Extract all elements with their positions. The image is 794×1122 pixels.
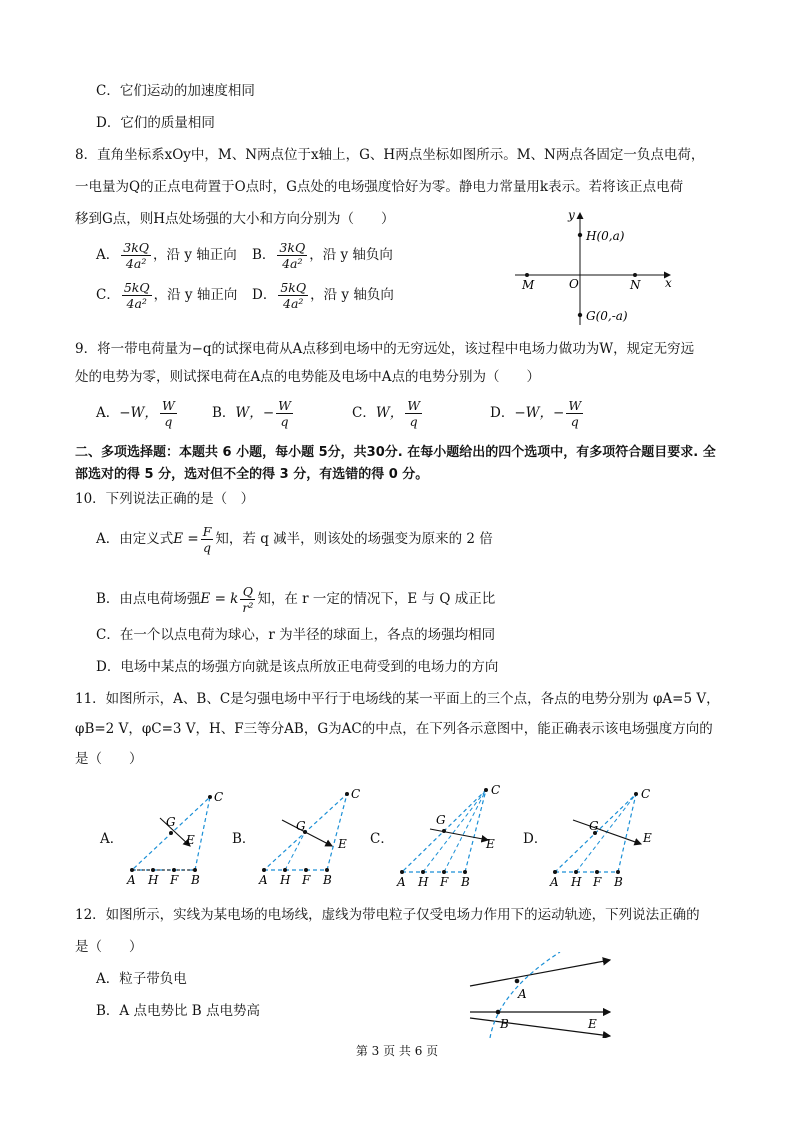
page-footer: 第 3 页 共 6 页 xyxy=(355,1044,439,1058)
q10-option-d: D．电场中某点的场强方向就是该点所放正电荷受到的电场力的方向 xyxy=(96,659,499,675)
svg-text:H: H xyxy=(280,873,291,886)
point-g xyxy=(578,313,582,317)
q7-option-c: C．它们运动的加速度相同 xyxy=(96,83,255,99)
svg-text:B: B xyxy=(323,873,332,886)
q11-option-a-label: A． xyxy=(100,831,124,847)
svg-text:G: G xyxy=(589,819,599,833)
q10-option-c: C．在一个以点电荷为球心，r 为半径的球面上，各点的场强均相同 xyxy=(96,627,496,643)
q11-figure-b xyxy=(252,786,372,886)
point-n-label: N xyxy=(630,278,641,292)
svg-text:G: G xyxy=(296,819,306,833)
point-g-label: G(0,-a) xyxy=(586,309,628,323)
svg-text:E: E xyxy=(486,837,495,851)
svg-text:C: C xyxy=(641,787,651,801)
q8-stem-line1: 8．直角坐标系xOy中，M、N两点位于x轴上，G、H两点坐标如图所示。M、N两点各固定一负点电荷， xyxy=(75,147,705,163)
q10-option-b: B．由点电荷场强E = k $\frac{Q}{\text{r²}}$ 知，在 r 一定的情况下，E 与 Q 成正比 xyxy=(96,584,496,615)
svg-text:A: A xyxy=(550,875,559,886)
q9-option-c: C．W， $\frac{W}{q}$ xyxy=(352,398,421,429)
q11-stem-line2: φB=2 V，φC=3 V，H、F三等分AB，G为AC的中点，在下列各示意图中，能正确表示该电场强度方向的 xyxy=(75,721,713,737)
origin-label: O xyxy=(569,277,579,291)
point-h xyxy=(578,233,582,237)
svg-text:F: F xyxy=(593,875,602,886)
svg-text:C: C xyxy=(491,784,501,797)
point-n xyxy=(633,273,637,277)
q8-coordinate-figure xyxy=(505,205,685,330)
q10-option-a: A．由定义式E = $\frac{F}{q}$ 知，若 q 减半，则该处的场强变为原来的 2 倍 xyxy=(96,524,493,555)
svg-text:H: H xyxy=(148,873,159,887)
q9-option-d: D．−W，− $\frac{W}{q}$ xyxy=(490,398,582,429)
q11-stem-line3: 是（ ） xyxy=(75,751,143,767)
svg-text:C: C xyxy=(214,790,224,804)
q11-figure-a xyxy=(120,788,240,888)
q11-figure-c xyxy=(390,784,510,888)
svg-text:F: F xyxy=(440,875,449,888)
q8-option-d: D． $\frac{5kQ}{\text{4a²}}$ ，沿 y 轴负向 xyxy=(252,280,394,311)
point-m xyxy=(525,273,529,277)
section2-header-line2: 部选对的得 5 分，选对但不全的得 3 分，有选错的得 0 分。 xyxy=(75,467,429,482)
q8-option-c: C． $\frac{5kQ}{\text{4a²}}$ ，沿 y 轴正向 xyxy=(96,280,238,311)
q8-stem-line2: 一电量为Q的正点电荷置于O点时，G点处的电场强度恰好为零。静电力常量用k表示。若将该正点电荷 xyxy=(75,179,684,195)
q8-option-a: A． $\frac{3kQ}{\text{4a²}}$ ，沿 y 轴正向 xyxy=(96,240,237,271)
q9-option-a: A．−W， $\frac{W}{q}$ xyxy=(96,398,175,429)
svg-text:B: B xyxy=(500,1017,509,1031)
q11-option-b-label: B． xyxy=(232,831,256,847)
q11-figure-d xyxy=(543,786,663,886)
point-h-label: H(0,a) xyxy=(586,229,625,243)
svg-text:F: F xyxy=(302,873,311,886)
svg-text:B: B xyxy=(191,873,200,887)
q8-stem-line3: 移到G点，则H点处场强的大小和方向分别为（ ） xyxy=(75,211,395,227)
svg-text:B: B xyxy=(614,875,623,886)
svg-text:A: A xyxy=(259,873,268,886)
svg-text:A: A xyxy=(518,987,527,1001)
q9-option-b: B．W，− $\frac{W}{q}$ xyxy=(212,398,291,429)
q12-stem-line2: 是（ ） xyxy=(75,939,143,955)
q11-stem-line1: 11．如图所示，A、B、C是匀强电场中平行于电场线的某一平面上的三个点，各点的电势分别为 φA=5 V， xyxy=(75,691,720,707)
svg-text:E: E xyxy=(186,833,195,847)
q7-option-d: D．它们的质量相同 xyxy=(96,115,215,131)
svg-text:G: G xyxy=(436,813,446,827)
y-axis-label: y xyxy=(568,208,575,222)
q9-stem-line2: 处的电势为零，则试探电荷在A点的电势能及电场中A点的电势分别为（ ） xyxy=(75,369,540,385)
x-axis-label: x xyxy=(665,276,672,290)
q11-option-d-label: D． xyxy=(523,831,548,847)
q12-stem-line1: 12．如图所示，实线为某电场的电场线，虚线为带电粒子仅受电场力作用下的运动轨迹，下列说法正确的 xyxy=(75,907,700,923)
svg-text:A: A xyxy=(127,873,136,887)
svg-text:A: A xyxy=(397,875,406,888)
q12-field-line-figure xyxy=(460,952,620,1038)
q8-option-b: B． $\frac{3kQ}{\text{4a²}}$ ，沿 y 轴负向 xyxy=(252,240,393,271)
q12-option-b: B．A 点电势比 B 点电势高 xyxy=(96,1003,260,1019)
svg-text:E: E xyxy=(588,1017,597,1031)
svg-text:H: H xyxy=(571,875,582,886)
section2-header-line1: 二、多项选择题：本题共 6 小题，每小题 5分，共30分. 在每小题给出的四个选项中，有多项符合题目要求. 全 xyxy=(75,445,716,460)
svg-text:F: F xyxy=(170,873,179,887)
svg-text:B: B xyxy=(461,875,470,888)
q9-stem-line1: 9．将一带电荷量为−q的试探电荷从A点移到电场中的无穷远处，该过程中电场力做功为W，规定无穷远 xyxy=(75,341,695,357)
point-m-label: M xyxy=(522,278,535,292)
q11-option-c-label: C． xyxy=(370,831,394,847)
svg-text:C: C xyxy=(351,787,361,801)
q12-option-a: A．粒子带负电 xyxy=(96,971,187,987)
svg-text:E: E xyxy=(338,837,347,851)
svg-text:G: G xyxy=(166,815,176,829)
svg-text:E: E xyxy=(643,831,652,845)
q10-stem: 10．下列说法正确的是（ ） xyxy=(75,491,255,507)
svg-text:H: H xyxy=(418,875,429,888)
